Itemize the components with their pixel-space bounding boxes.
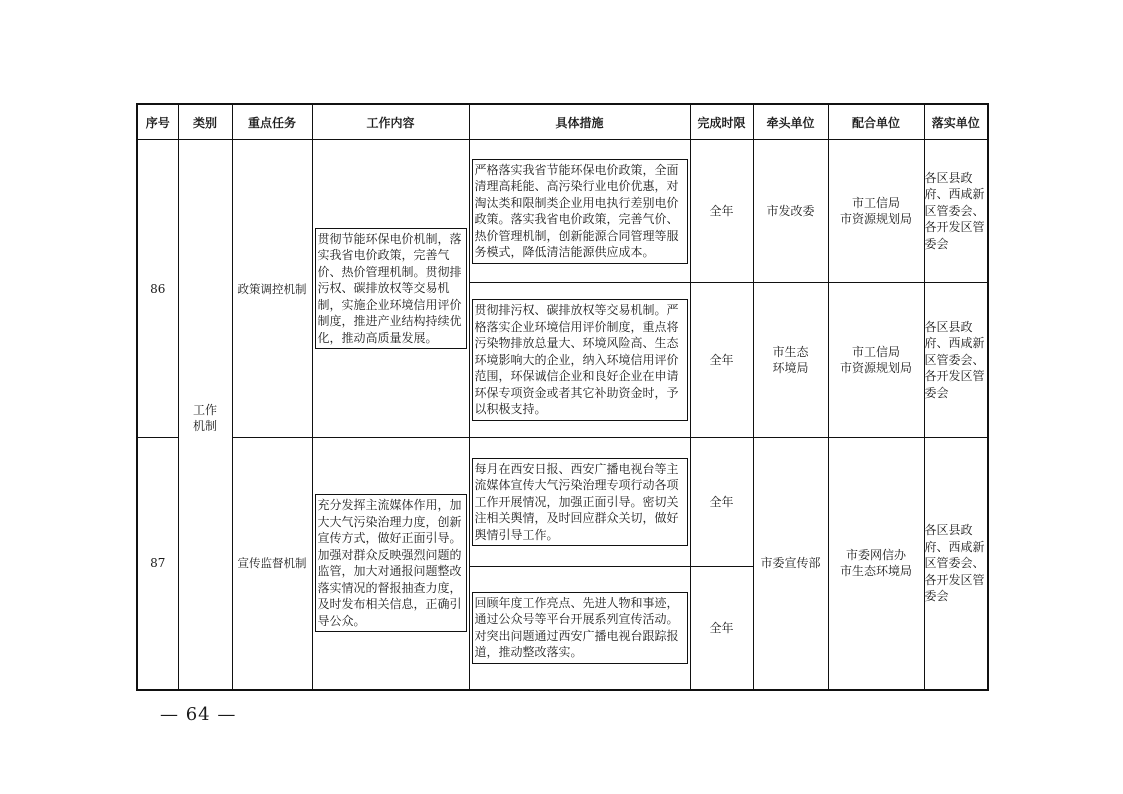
coop-unit: 市工信局 市资源规划局 — [828, 140, 924, 283]
task-table — [136, 103, 989, 691]
measure-text: 贯彻排污权、碳排放权等交易机制。严格落实企业环境信用评价制度，重点将污染物排放总量大、环境风险高、生态环境影响大的企业，纳入环境信用评价范围，环保诚信企业和良好企业在申请环保专项资金或者其它补助资金时，予以积极支持。 — [472, 299, 688, 421]
header-category: 类别 — [178, 104, 232, 140]
work-content: 贯彻节能环保电价机制，落实我省电价政策，完善气价、热价管理机制。贯彻排污权、碳排放权等交易机制，实施企业环境信用评价制度，推进产业结构持续优化，推动高质量发展。 — [315, 228, 467, 350]
row-num: 87 — [137, 438, 178, 690]
impl-unit: 各区县政府、西咸新区管委会、各开发区管委会 — [924, 283, 988, 438]
header-num: 序号 — [137, 104, 178, 140]
deadline: 全年 — [690, 283, 753, 438]
measure-cell — [469, 438, 690, 567]
lead-unit: 市委宣传部 — [753, 438, 828, 690]
task-name: 政策调控机制 — [232, 140, 312, 438]
impl-unit: 各区县政府、西咸新区管委会、各开发区管委会 — [924, 438, 988, 690]
measure-cell — [469, 140, 690, 283]
measure-text: 严格落实我省节能环保电价政策，全面清理高耗能、高污染行业电价优惠，对淘汰类和限制类企业用电执行差别电价政策。落实我省电价政策，完善气价、热价管理机制，创新能源合同管理等服务模式，降低清洁能源供应成本。 — [472, 159, 688, 264]
lead-unit: 市生态 环境局 — [753, 283, 828, 438]
page-number: — 64 — — [160, 704, 237, 725]
coop-unit: 市工信局 市资源规划局 — [828, 283, 924, 438]
header-measures: 具体措施 — [469, 104, 690, 140]
coop-unit: 市委网信办 市生态环境局 — [828, 438, 924, 690]
measure-cell — [469, 283, 690, 438]
measure-text: 每月在西安日报、西安广播电视台等主流媒体宣传大气污染治理专项行动各项工作开展情况，加强正面引导。密切关注相关舆情，及时回应群众关切，做好舆情引导工作。 — [472, 458, 688, 547]
deadline: 全年 — [690, 438, 753, 567]
table-header-row — [137, 104, 988, 140]
content-cell — [312, 140, 469, 438]
row-num: 86 — [137, 140, 178, 438]
task-name: 宣传监督机制 — [232, 438, 312, 690]
impl-unit: 各区县政府、西咸新区管委会、各开发区管委会 — [924, 140, 988, 283]
measure-text: 回顾年度工作亮点、先进人物和事迹，通过公众号等平台开展系列宣传活动。对突出问题通过西安广播电视台跟踪报道，推动整改落实。 — [472, 592, 688, 664]
deadline: 全年 — [690, 567, 753, 690]
category-cell — [178, 140, 232, 690]
header-coop: 配合单位 — [828, 104, 924, 140]
header-deadline: 完成时限 — [690, 104, 753, 140]
header-content: 工作内容 — [312, 104, 469, 140]
table-row — [137, 140, 988, 283]
content-cell — [312, 438, 469, 690]
lead-unit: 市发改委 — [753, 140, 828, 283]
work-content: 充分发挥主流媒体作用，加大大气污染治理力度，创新宣传方式，做好正面引导。加强对群众反映强烈问题的监管，加大对通报问题整改落实情况的督报抽查力度，及时发布相关信息，正确引导公众。 — [315, 494, 467, 632]
table-row — [137, 438, 988, 567]
deadline: 全年 — [690, 140, 753, 283]
category-label: 工作 机制 — [192, 403, 217, 433]
header-impl: 落实单位 — [924, 104, 988, 140]
header-task: 重点任务 — [232, 104, 312, 140]
header-lead: 牵头单位 — [753, 104, 828, 140]
measure-cell — [469, 567, 690, 690]
